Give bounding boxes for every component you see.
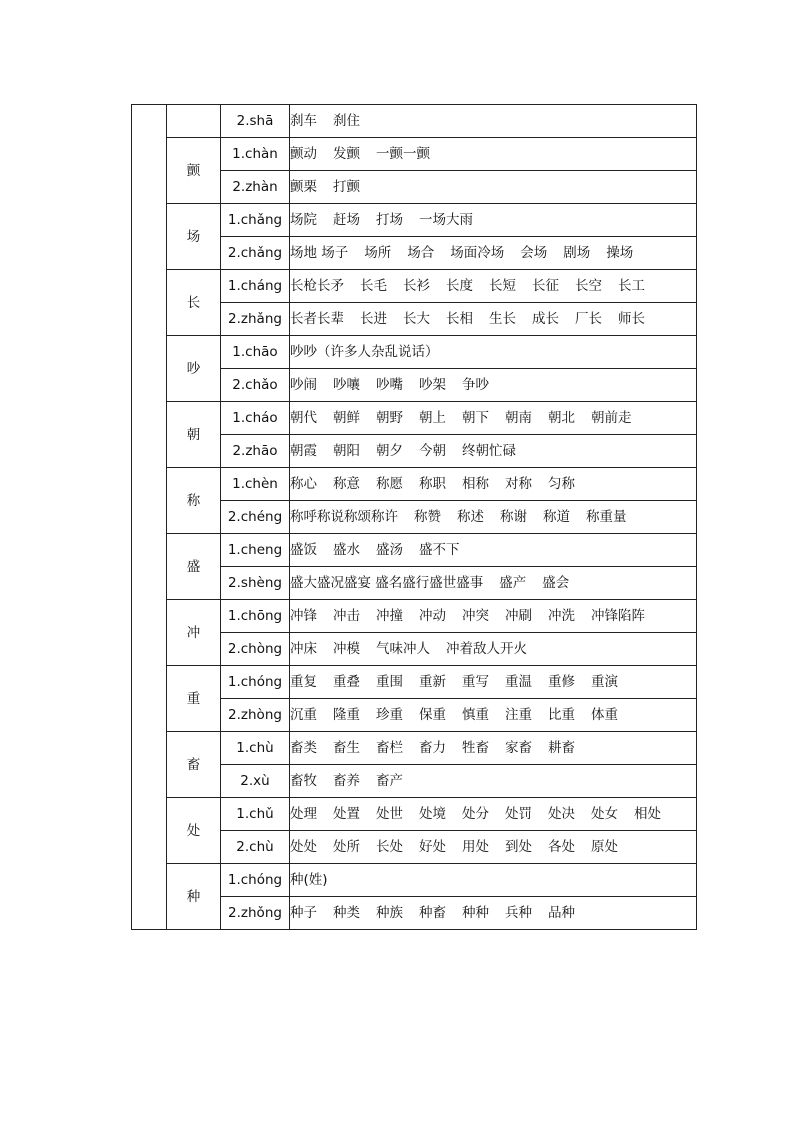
word: 朝霞 [290,443,317,459]
word: 畜产 [376,773,403,789]
word: 冲床 [290,641,317,657]
character-cell [167,105,221,138]
words-cell [290,501,697,534]
character-cell: 处 [167,798,221,864]
word: 会场 [520,245,548,261]
word: 好处 [419,839,446,855]
word: 称道 [543,509,570,525]
word: 品种 [548,905,575,921]
word: 冲刷 [505,608,532,624]
word: 终朝忙碌 [462,443,516,459]
word: 刹车 [290,113,317,129]
word: 畜类 [290,740,317,756]
word: 沉重 [290,707,317,723]
word: 畜生 [333,740,360,756]
word: 称愿 [376,476,403,492]
word: 今朝 [419,443,446,459]
word: 场地 场子 [290,245,349,261]
word: 盛汤 [376,542,403,558]
word: 长者长辈 [290,311,344,327]
word: 朝野 [376,410,403,426]
table-row [132,204,697,237]
word: 长空 [575,278,602,294]
word: 吵吵（许多人杂乱说话） [290,344,439,360]
word: 气味冲人 [376,641,430,657]
words-cell [290,369,697,402]
word: 重围 [376,674,403,690]
table-row [132,402,697,435]
word: 处所 [333,839,360,855]
word: 种畜 [419,905,446,921]
word: 吵闹 [290,377,317,393]
word: 打颤 [333,179,360,195]
word: 耕畜 [548,740,575,756]
pinyin-cell: 1.cheng [221,534,290,567]
table-body [132,105,697,930]
word: 畜栏 [376,740,403,756]
word: 长度 [446,278,473,294]
pinyin-cell: 2.chéng [221,501,290,534]
word: 处分 [462,806,489,822]
table-row [132,798,697,831]
word: 称心 [290,476,317,492]
word: 颤动 [290,146,317,162]
character-cell: 盛 [167,534,221,600]
word: 朝夕 [376,443,403,459]
word: 比重 [548,707,575,723]
word: 场院 [290,212,317,228]
word: 冲锋陷阵 [591,608,645,624]
pinyin-cell: 2.xù [221,765,290,798]
pinyin-cell: 1.chóng [221,864,290,897]
word: 称谢 [500,509,527,525]
word: 重写 [462,674,489,690]
word: 盛饭 [290,542,317,558]
word: 相处 [634,806,661,822]
character-cell: 重 [167,666,221,732]
words-cell [290,831,697,864]
words-cell [290,732,697,765]
word: 称意 [333,476,360,492]
table-row [132,270,697,303]
words-cell [290,897,697,930]
character-cell: 长 [167,270,221,336]
word: 长枪长矛 [290,278,344,294]
pinyin-cell: 2.chǎo [221,369,290,402]
pinyin-cell: 1.chǎng [221,204,290,237]
words-cell [290,303,697,336]
word: 赶场 [333,212,360,228]
word: 长短 [489,278,516,294]
word: 朝南 [505,410,532,426]
word: 处境 [419,806,446,822]
pinyin-cell: 1.chōng [221,600,290,633]
word: 吵架 [419,377,446,393]
word: 盛水 [333,542,360,558]
word: 匀称 [548,476,575,492]
table-row [132,138,697,171]
word: 长大 [403,311,430,327]
table-row [132,534,697,567]
pinyin-cell: 1.chāo [221,336,290,369]
word: 颤栗 [290,179,317,195]
pinyin-cell: 2.zhòng [221,699,290,732]
word: 朝下 [462,410,489,426]
word: 吵嚷 [333,377,360,393]
pinyin-cell: 2.chù [221,831,290,864]
words-cell [290,237,697,270]
words-cell [290,171,697,204]
words-cell [290,468,697,501]
word: 长毛 [360,278,387,294]
word: 场合 [407,245,435,261]
word: 种(姓) [290,872,328,888]
word: 刹住 [333,113,360,129]
word: 厂长 [575,311,602,327]
word: 种类 [333,905,360,921]
words-cell [290,699,697,732]
polyphonic-character-table [131,104,697,930]
pinyin-cell: 2.shā [221,105,290,138]
word: 体重 [591,707,618,723]
word: 长处 [376,839,403,855]
table-row [132,864,697,897]
word: 到处 [505,839,532,855]
word: 盛大盛况盛宴 盛名盛行盛世盛事 [290,575,484,591]
character-cell: 畜 [167,732,221,798]
word: 朝上 [419,410,446,426]
words-cell [290,435,697,468]
pinyin-cell: 1.chù [221,732,290,765]
words-cell [290,138,697,171]
word: 朝前走 [591,410,632,426]
word: 处女 [591,806,618,822]
word: 冲着敌人开火 [446,641,527,657]
word: 对称 [505,476,532,492]
word: 一场大雨 [419,212,473,228]
words-cell [290,204,697,237]
word: 种种 [462,905,489,921]
character-cell: 颤 [167,138,221,204]
words-cell [290,105,697,138]
pinyin-cell: 2.zhǒng [221,897,290,930]
table-row [132,732,697,765]
word: 珍重 [376,707,403,723]
word: 长进 [360,311,387,327]
word: 操场 [606,245,634,261]
word: 场所 [364,245,392,261]
words-cell [290,534,697,567]
words-cell [290,270,697,303]
word: 处罚 [505,806,532,822]
words-cell [290,864,697,897]
word: 处理 [290,806,317,822]
word: 冲动 [419,608,446,624]
character-cell: 吵 [167,336,221,402]
words-cell [290,402,697,435]
word: 打场 [376,212,403,228]
pinyin-cell: 2.shèng [221,567,290,600]
word: 冲突 [462,608,489,624]
word: 吵嘴 [376,377,403,393]
word: 处世 [376,806,403,822]
word: 称呼称说称颂称许 [290,509,398,525]
words-cell [290,633,697,666]
character-cell: 种 [167,864,221,930]
word: 原处 [591,839,618,855]
word: 畜牧 [290,773,317,789]
word: 重复 [290,674,317,690]
table-row [132,468,697,501]
words-cell [290,600,697,633]
word: 用处 [462,839,489,855]
word: 发颤 [333,146,360,162]
table-row [132,666,697,699]
pinyin-cell: 2.chǎng [221,237,290,270]
word: 牲畜 [462,740,489,756]
character-cell: 冲 [167,600,221,666]
word: 长征 [532,278,559,294]
word: 盛会 [542,575,570,591]
word: 争吵 [462,377,489,393]
pinyin-cell: 1.chàn [221,138,290,171]
character-cell: 称 [167,468,221,534]
word: 重新 [419,674,446,690]
word: 朝阳 [333,443,360,459]
word: 畜养 [333,773,360,789]
word: 各处 [548,839,575,855]
word: 盛产 [499,575,527,591]
word: 称述 [457,509,484,525]
words-cell [290,798,697,831]
word: 朝北 [548,410,575,426]
words-cell [290,336,697,369]
words-cell [290,765,697,798]
pinyin-cell: 1.cháng [221,270,290,303]
word: 重演 [591,674,618,690]
words-cell [290,567,697,600]
word: 师长 [618,311,645,327]
word: 称重量 [586,509,627,525]
word: 剧场 [563,245,591,261]
word: 朝鲜 [333,410,360,426]
word: 处处 [290,839,317,855]
word: 注重 [505,707,532,723]
word: 称赞 [414,509,441,525]
word: 生长 [489,311,516,327]
pinyin-cell: 2.zhàn [221,171,290,204]
character-cell: 朝 [167,402,221,468]
word: 保重 [419,707,446,723]
word: 慎重 [462,707,489,723]
word: 种子 [290,905,317,921]
pinyin-cell: 2.zhǎng [221,303,290,336]
word: 朝代 [290,410,317,426]
word: 重修 [548,674,575,690]
word: 冲撞 [376,608,403,624]
word: 长工 [618,278,645,294]
word: 冲模 [333,641,360,657]
pinyin-cell: 2.chòng [221,633,290,666]
word: 冲击 [333,608,360,624]
pinyin-cell: 1.chèn [221,468,290,501]
word: 处置 [333,806,360,822]
word: 称职 [419,476,446,492]
word: 兵种 [505,905,532,921]
pinyin-cell: 1.chǔ [221,798,290,831]
word: 一颤一颤 [376,146,430,162]
word: 隆重 [333,707,360,723]
word: 处决 [548,806,575,822]
word: 家畜 [505,740,532,756]
word: 盛不下 [419,542,460,558]
empty-leading-column [132,105,167,930]
word: 重叠 [333,674,360,690]
word: 种族 [376,905,403,921]
word: 相称 [462,476,489,492]
word: 冲洗 [548,608,575,624]
word: 重温 [505,674,532,690]
word: 长相 [446,311,473,327]
word: 长衫 [403,278,430,294]
table-row [132,336,697,369]
table-row [132,600,697,633]
word: 畜力 [419,740,446,756]
word: 冲锋 [290,608,317,624]
pinyin-cell: 1.chóng [221,666,290,699]
words-cell [290,666,697,699]
pinyin-cell: 2.zhāo [221,435,290,468]
word: 成长 [532,311,559,327]
pinyin-cell: 1.cháo [221,402,290,435]
table-row [132,105,697,138]
word: 场面冷场 [450,245,505,261]
character-cell: 场 [167,204,221,270]
